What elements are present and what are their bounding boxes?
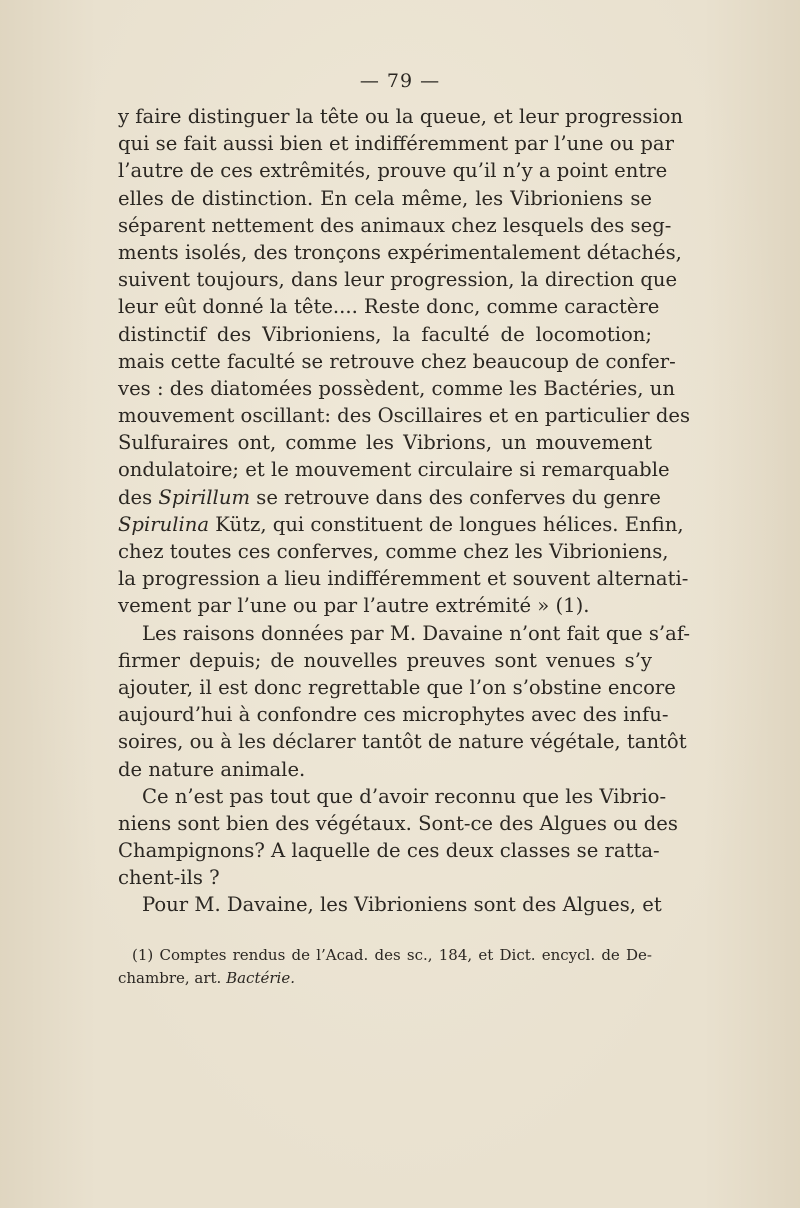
text-segment: Kütz, qui constituent de longues hélices. Enfin, bbox=[209, 512, 684, 536]
footnote bbox=[118, 944, 652, 990]
footnote-line bbox=[118, 944, 652, 967]
text-line bbox=[118, 212, 672, 239]
text-segment: leur eût donné la tête.... Reste donc, comme caractère bbox=[118, 295, 660, 319]
text-segment: se retrouve dans des conferves du genre bbox=[250, 485, 661, 509]
paragraph bbox=[118, 103, 691, 620]
text-line bbox=[118, 484, 661, 511]
text-line bbox=[118, 375, 675, 402]
text-line bbox=[118, 592, 652, 619]
text-line bbox=[118, 321, 652, 348]
text-segment: Pour M. Davaine, les Vibrioniens sont des Algues, et bbox=[142, 893, 662, 917]
body-text bbox=[118, 103, 691, 919]
italic-term: Spirillum bbox=[158, 485, 251, 509]
text-segment: chambre, art. bbox=[118, 969, 227, 987]
text-line bbox=[118, 103, 684, 130]
text-line bbox=[118, 674, 676, 701]
text-segment: suivent toujours, dans leur progression, la direction que bbox=[118, 268, 678, 292]
text-segment: aujourd’hui à confondre ces microphytes avec des infu- bbox=[118, 703, 669, 727]
text-segment: soires, ou à les déclarer tantôt de nature végétale, tantôt bbox=[118, 730, 687, 754]
text-segment: (1) Comptes rendus de l’Acad. des sc., 184, et Dict. encycl. de De- bbox=[132, 946, 652, 964]
text-segment: des bbox=[118, 485, 159, 509]
text-line bbox=[118, 239, 682, 266]
text-segment: Champignons? A laquelle de ces deux classes se ratta- bbox=[118, 839, 660, 863]
text-segment: séparent nettement des animaux chez lesquels des seg- bbox=[118, 213, 672, 237]
text-segment: la progression a lieu indifféremment et souvent alternati- bbox=[118, 567, 689, 591]
text-segment: ondulatoire; et le mouvement circulaire si remarquable bbox=[118, 458, 670, 482]
text-line bbox=[118, 565, 689, 592]
text-line bbox=[118, 293, 660, 320]
text-line bbox=[118, 728, 687, 755]
text-segment: niens sont bien des végétaux. Sont-ce des Algues ou des bbox=[118, 811, 678, 835]
text-segment: chez toutes ces conferves, comme chez les Vibrioniens, bbox=[118, 540, 669, 563]
text-segment: l’autre de ces extrêmités, prouve qu’il n’y a point entre bbox=[118, 159, 668, 183]
text-segment: elles de distinction. En cela même, les Vibrioniens se bbox=[118, 186, 652, 210]
text-segment: Sulfuraires ont, comme les Vibrions, un mouvement bbox=[118, 431, 652, 455]
footnote-line bbox=[118, 967, 652, 990]
text-line bbox=[118, 130, 674, 157]
text-line bbox=[118, 185, 652, 212]
text-segment: Les raisons données par M. Davaine n’ont fait que s’af- bbox=[142, 621, 690, 645]
text-segment: mouvement oscillant: des Oscillaires et en particulier des bbox=[118, 404, 691, 428]
text-segment: ves : des diatomées possèdent, comme les Bactéries, un bbox=[118, 376, 675, 400]
text-line bbox=[118, 837, 660, 864]
text-segment: de nature animale. bbox=[118, 757, 306, 781]
text-line bbox=[118, 266, 678, 293]
paragraph bbox=[118, 783, 678, 892]
text-segment: vement par l’une ou par l’autre extrémité » (1). bbox=[118, 594, 590, 618]
text-line bbox=[118, 810, 678, 837]
text-segment: distinctif des Vibrioniens, la faculté de locomotion; bbox=[118, 322, 652, 346]
text-line bbox=[118, 429, 652, 456]
text-line bbox=[118, 891, 662, 918]
text-line bbox=[118, 538, 669, 565]
text-segment: mais cette faculté se retrouve chez beaucoup de confer- bbox=[118, 349, 676, 373]
page-number: — 79 — bbox=[359, 70, 441, 92]
text-line bbox=[118, 701, 669, 728]
text-line bbox=[118, 783, 667, 810]
paragraph bbox=[118, 620, 690, 783]
text-segment: chent-ils ? bbox=[118, 866, 220, 890]
italic-term: Spirulina bbox=[118, 512, 210, 536]
text-line bbox=[118, 157, 668, 184]
text-segment: y faire distinguer la tête ou la queue, et leur progression bbox=[118, 105, 684, 128]
italic-term: Bactérie. bbox=[226, 969, 295, 987]
text-segment: ments isolés, des tronçons expérimentalement détachés, bbox=[118, 240, 682, 264]
text-line bbox=[118, 402, 691, 429]
text-line bbox=[118, 456, 670, 483]
text-line bbox=[118, 348, 676, 375]
paragraph bbox=[118, 891, 662, 918]
text-line bbox=[118, 756, 652, 783]
text-segment: qui se fait aussi bien et indifféremment par l’une ou par bbox=[118, 132, 674, 156]
text-segment: ajouter, il est donc regrettable que l’on s’obstine encore bbox=[118, 675, 676, 699]
text-segment: Ce n’est pas tout que d’avoir reconnu que les Vibrio- bbox=[142, 784, 667, 808]
text-segment: firmer depuis; de nouvelles preuves sont venues s’y bbox=[118, 648, 652, 672]
text-line bbox=[118, 864, 652, 891]
text-line bbox=[118, 647, 652, 674]
text-line bbox=[118, 511, 684, 538]
text-line bbox=[118, 620, 690, 647]
